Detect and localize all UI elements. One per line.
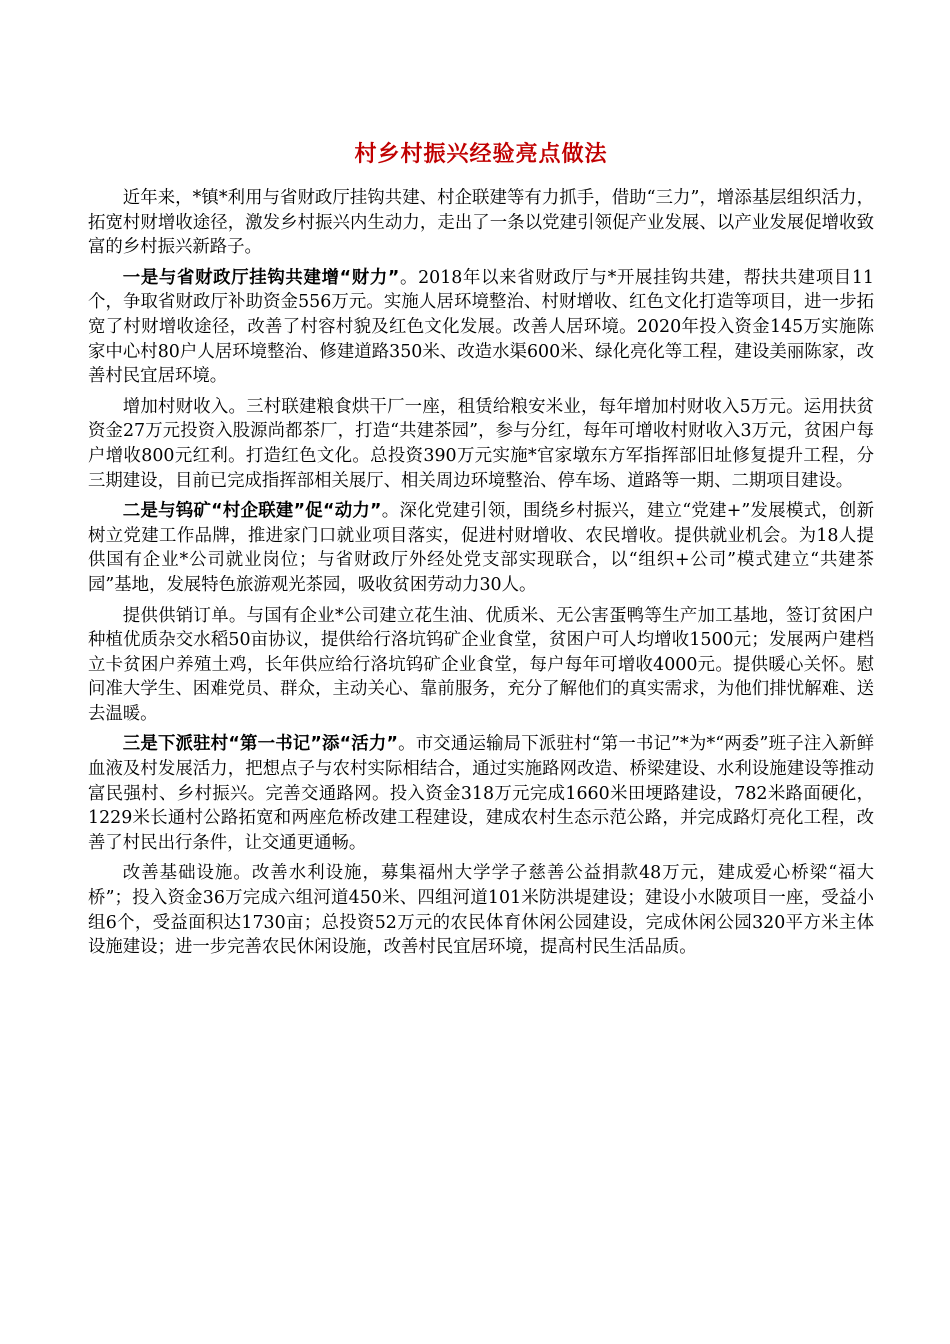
paragraph-text: 增加村财收入。三村联建粮食烘干厂一座，租赁给粮安米业，每年增加村财收入5万元。运用扶贫资金27万元投资入股源尚都茶厂，打造“共建茶园”，参与分红，每年可增收村财收入3万元，贫困户每户增收800元红利。打造红色文化。总投资390万元实施*官家墩东方军指挥部旧址修复提升工程，分三期建设，目前已完成指挥部相关展厅、相关周边环境整治、停车场、道路等一期、二期项目建设。	[88, 396, 874, 491]
paragraph-text: 近年来，*镇*利用与省财政厅挂钩共建、村企联建等有力抓手，借助“三力”，增添基层组织活力，拓宽村财增收途径，激发乡村振兴内生动力，走出了一条以党建引领促产业发展、以产业发展促增收致富的乡村振兴新路子。	[88, 188, 874, 258]
document-title: 村乡村振兴经验亮点做法	[354, 142, 608, 167]
document-page	[88, 138, 874, 966]
paragraph-section-2-cont	[88, 604, 874, 727]
paragraph-lead-heading: 一是与省财政厅挂钩共建增“财力”	[122, 267, 400, 288]
paragraph-text: 。深化党建引领，围绕乡村振兴，建立“党建+”发展模式，创新树立党建工作品牌，推进家门口就业项目落实，促进村财增收、农民增收。提供就业机会。为18人提供国有企业*公司就业岗位；与省财政厅外经处党支部实现联合，以“组织+公司”模式建立“共建茶园”基地，发展特色旅游观光茶园，吸收贫困劳动力30人。	[88, 501, 874, 595]
paragraph-text: 改善基础设施。改善水利设施，募集福州大学学子慈善公益捐款48万元，建成爱心桥梁“福大桥”；投入资金36万完成六组河道450米、四组河道101米防洪堤建设；建设小水陂项目一座，受益小组6个，受益面积达1730亩；总投资52万元的农民体育休闲公园建设，完成休闲公园320平方米主体设施建设；进一步完善农民休闲设施，改善村民宜居环境，提高村民生活品质。	[88, 863, 874, 958]
paragraph-lead-heading: 三是下派驻村“第一书记”添“活力”	[122, 734, 398, 755]
paragraph-text: 。市交通运输局下派驻村“第一书记”*为*“两委”班子注入新鲜血液及村发展活力，把想点子与农村实际相结合，通过实施路网改造、桥梁建设、水利设施建设等推动富民强村、乡村振兴。完善交通路网。投入资金318万元完成1660米田埂路建设，782米路面硬化，1229米长通村公路拓宽和两座危桥改建工程建设，建成农村生态示范公路，并完成路灯亮化工程，改善了村民出行条件，让交通更通畅。	[88, 734, 874, 853]
paragraph-section-3-cont	[88, 861, 874, 959]
paragraph-lead-heading: 二是与钨矿“村企联建”促“动力”	[122, 501, 382, 522]
paragraph-section-1-cont	[88, 395, 874, 493]
paragraph-intro	[88, 186, 874, 260]
paragraph-section-3	[88, 732, 874, 855]
paragraph-text: 。2018年以来省财政厅与*开展挂钩共建，帮扶共建项目11个，争取省财政厅补助资金556万元。实施人居环境整治、村财增收、红色文化打造等项目，进一步拓宽了村财增收途径，改善了村容村貌及红色文化发展。改善人居环境。2020年投入资金145万实施陈家中心村80户人居环境整治、修建道路350米、改造水渠600米、绿化亮化等工程，建设美丽陈家，改善村民宜居环境。	[88, 267, 874, 387]
paragraph-text: 提供供销订单。与国有企业*公司建立花生油、优质米、无公害蛋鸭等生产加工基地，签订贫困户种植优质杂交水稻50亩协议，提供给行洛坑钨矿企业食堂，贫困户可人均增收1500元；发展两户建档立卡贫困户养殖土鸡，长年供应给行洛坑钨矿企业食堂，每户每年可增收4000元。提供暖心关怀。慰问准大学生、困难党员、群众，主动关心、靠前服务，充分了解他们的真实需求，为他们排忧解难、送去温暖。	[88, 605, 874, 724]
paragraph-section-1	[88, 266, 874, 389]
paragraph-section-2	[88, 499, 874, 597]
